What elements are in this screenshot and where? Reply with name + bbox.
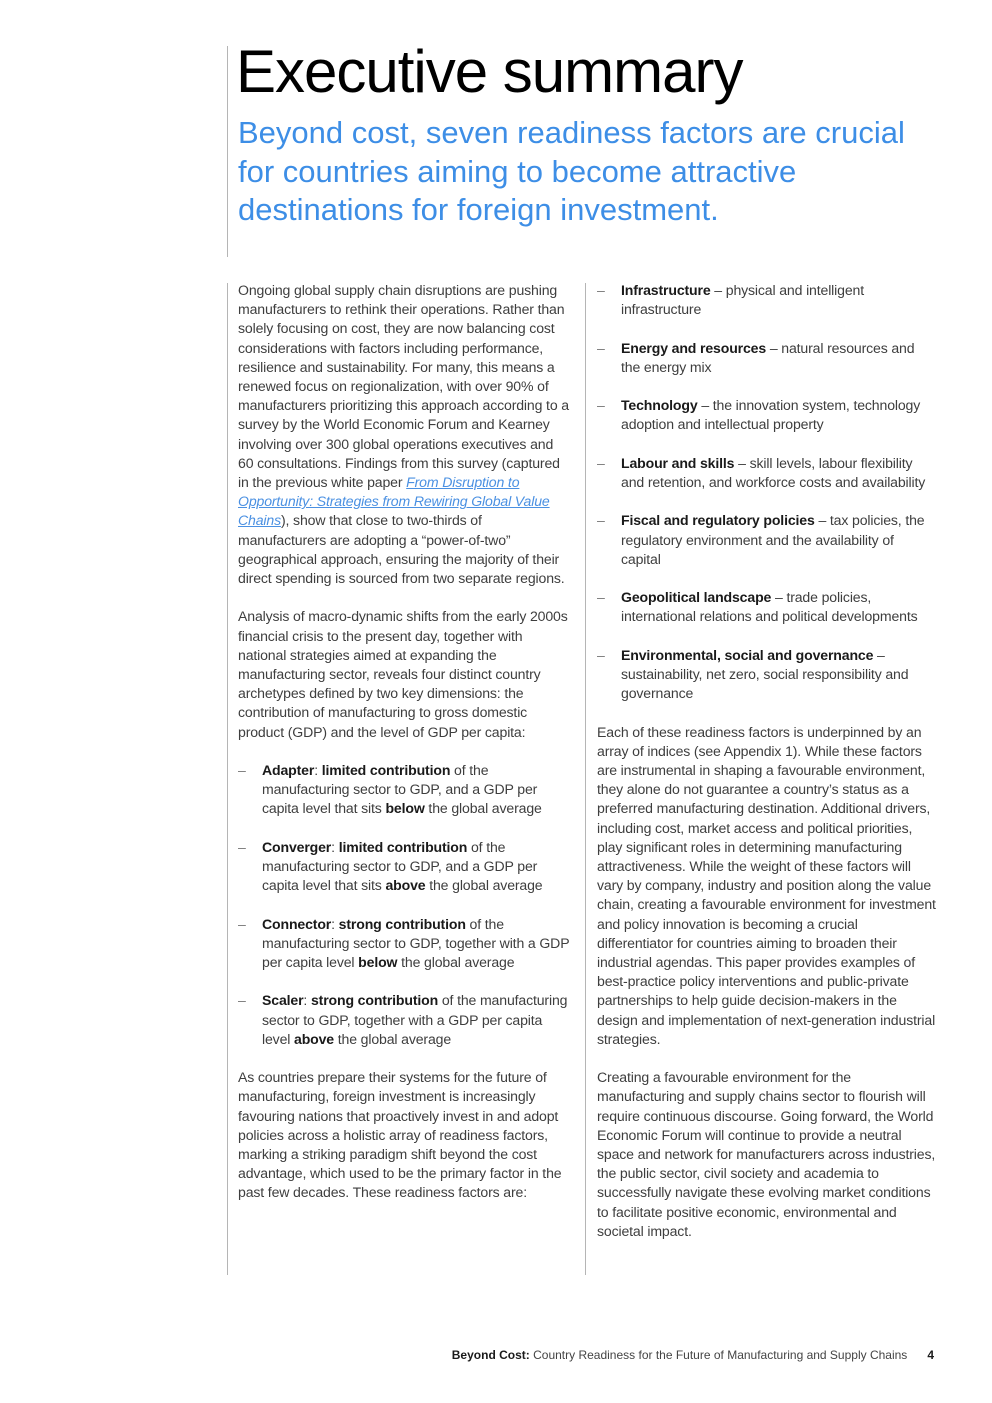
readiness-intro-paragraph: As countries prepare their systems for the future of manufacturing, foreign investment is increasingly favouring nations that proactively invest in and adopt policies across a holistic array of readiness factors, marking a striking paradigm shift beyond the cost advantage, which used to be the primary factor in the past few decades. These readiness factors are: xyxy=(238,1069,562,1201)
archetype-name: Connector xyxy=(262,915,332,932)
factor-desc: – skill levels, labour flexibility and retention, and workforce costs and availability xyxy=(621,454,926,490)
archetype-text-end: the global average xyxy=(397,954,515,971)
page-subtitle: Beyond cost, seven readiness factors are crucial for countries aiming to become attractive destinations for foreign investment. xyxy=(238,115,905,227)
intro-paragraph xyxy=(238,281,571,588)
archetype-list xyxy=(238,761,571,1049)
factor-desc: – physical and intelligent infrastructure xyxy=(621,282,864,318)
factor-name: Technology xyxy=(621,397,698,414)
factor-name: Labour and skills xyxy=(621,454,735,471)
factor-energy xyxy=(597,339,937,377)
archetype-text-end: the global average xyxy=(425,877,543,894)
archetype-contribution: strong contribution xyxy=(310,992,439,1009)
factor-desc: – natural resources and the energy mix xyxy=(621,339,915,375)
factor-desc: – sustainability, net zero, social responsibility and governance xyxy=(621,646,909,702)
archetype-level: above xyxy=(385,877,426,894)
right-column-rule xyxy=(585,283,586,1275)
factor-desc: – tax policies, the regulatory environment and the availability of capital xyxy=(621,512,925,567)
archetype-name: Converger xyxy=(262,838,332,855)
dash-bullet: – xyxy=(597,282,605,298)
intro-text-end: ), show that close to two-thirds of manufacturers are adopting a “power-of-two” geographical approach, ensuring the majority of their direct spending is sourced from two separate regions. xyxy=(238,512,565,587)
factor-technology xyxy=(597,396,937,434)
factor-geopolitical xyxy=(597,588,937,626)
footer-title-bold: Beyond Cost: xyxy=(451,1348,530,1362)
factor-name: Fiscal and regulatory policies xyxy=(621,512,815,529)
readiness-factor-list xyxy=(597,281,937,703)
factor-desc: – trade policies, international relations and political developments xyxy=(621,589,918,625)
archetype-text: of the manufacturing sector to GDP, and a GDP per capita level that sits xyxy=(262,838,538,894)
archetype-scaler xyxy=(238,991,571,1049)
analysis-paragraph: Analysis of macro-dynamic shifts from the early 2000s financial crisis to the present day, together with national strategies aimed at expanding the manufacturing sector, reveals four distinct country archetypes defined by two key dimensions: the contribution of manufacturing to gross domestic product (GDP) and the level of GDP per capita: xyxy=(238,608,568,740)
closing-paragraph: Creating a favourable environment for the manufacturing and supply chains sector to flourish will require continuous discourse. Going forward, the World Economic Forum will continue to provide a neutral space and network for manufacturers across industries, the public sector, civil society and academia to successfully navigate these evolving market conditions to facilitate positive economic, environmental and societal impact. xyxy=(597,1069,936,1239)
archetype-text-end: the global average xyxy=(334,1030,452,1047)
dash-bullet: – xyxy=(597,646,605,663)
page-footer xyxy=(452,1345,934,1365)
header-rule xyxy=(227,46,228,257)
archetype-adapter xyxy=(238,761,571,819)
intro-text-start: Ongoing global supply chain disruptions are pushing manufacturers to rethink their operations. Rather than solely focusing on cost, they are now balancing cost considerations with factors including performance, resilience and sustainability. For many, this means a renewed focus on regionalization, with over 90% of manufacturers prioritizing this approach according to a survey by the World Economic Forum and Kearney involving over 300 global operations executives and 60 consultations. Findings from this survey (captured in the previous white paper xyxy=(238,282,569,491)
page-title: Executive summary xyxy=(236,38,743,105)
archetype-contribution: limited contribution xyxy=(321,762,451,779)
factor-name: Energy and resources xyxy=(621,339,767,356)
dash-bullet: – xyxy=(597,454,605,471)
factor-labour xyxy=(597,454,937,492)
factor-desc: – the innovation system, technology adoption and intellectual property xyxy=(621,397,921,433)
archetype-level: below xyxy=(385,800,425,817)
factor-name: Geopolitical landscape xyxy=(621,589,772,606)
archetype-sep: : xyxy=(331,915,339,932)
dash-bullet: – xyxy=(238,762,246,779)
factor-esg xyxy=(597,646,937,704)
dash-bullet: – xyxy=(597,397,605,414)
page-number: 4 xyxy=(927,1348,934,1362)
dash-bullet: – xyxy=(597,589,605,606)
archetype-contribution: limited contribution xyxy=(338,838,468,855)
archetype-name: Scaler xyxy=(262,992,304,1009)
archetype-level: below xyxy=(358,954,398,971)
archetype-sep: : xyxy=(314,762,322,779)
dash-bullet: – xyxy=(238,992,246,1009)
archetype-converger xyxy=(238,838,571,896)
dash-bullet: – xyxy=(597,339,605,356)
factor-infrastructure xyxy=(597,281,937,319)
left-column xyxy=(238,281,571,1222)
archetype-level: above xyxy=(294,1030,334,1047)
dash-bullet: – xyxy=(238,838,246,855)
archetype-contribution: strong contribution xyxy=(338,915,466,932)
archetype-text: of the manufacturing sector to GDP, together with a GDP per capita level xyxy=(262,915,570,971)
right-column xyxy=(597,281,937,1260)
archetype-connector xyxy=(238,915,571,973)
footer-title: Country Readiness for the Future of Manufacturing and Supply Chains xyxy=(529,1348,908,1362)
indices-paragraph: Each of these readiness factors is underpinned by an array of indices (see Appendix 1). While these factors are instrumental in shaping a favourable environment, they alone do not guarantee a country’s status as a preferred manufacturing destination. Additional drivers, including cost, market access and political priorities, play significant roles in determining manufacturing attractiveness. While the weight of these factors will vary by company, industry and position along the value chain, creating a favourable environment for investment and policy innovation is becoming a crucial differentiator for countries aiming to broaden their industrial agendas. This paper provides examples of best-practice policy interventions and public-private partnerships to help guide decision-makers in the design and implementation of next-generation industrial strategies. xyxy=(597,723,936,1047)
left-column-rule xyxy=(227,283,228,1275)
archetype-text-end: the global average xyxy=(424,800,542,817)
dash-bullet: – xyxy=(238,915,246,932)
archetype-text: of the manufacturing sector to GDP, together with a GDP per capita level xyxy=(262,992,568,1047)
archetype-sep: : xyxy=(331,838,339,855)
dash-bullet: – xyxy=(597,512,605,529)
factor-name: Infrastructure xyxy=(621,282,711,298)
white-paper-link[interactable]: From Disruption to Opportunity: Strategies from Rewiring Global Value Chains xyxy=(238,474,550,529)
archetype-text: of the manufacturing sector to GDP, and a GDP per capita level that sits xyxy=(262,762,538,817)
factor-name: Environmental, social and governance xyxy=(621,646,874,663)
factor-fiscal xyxy=(597,511,937,569)
archetype-name: Adapter xyxy=(262,762,315,779)
archetype-sep: : xyxy=(303,992,311,1009)
